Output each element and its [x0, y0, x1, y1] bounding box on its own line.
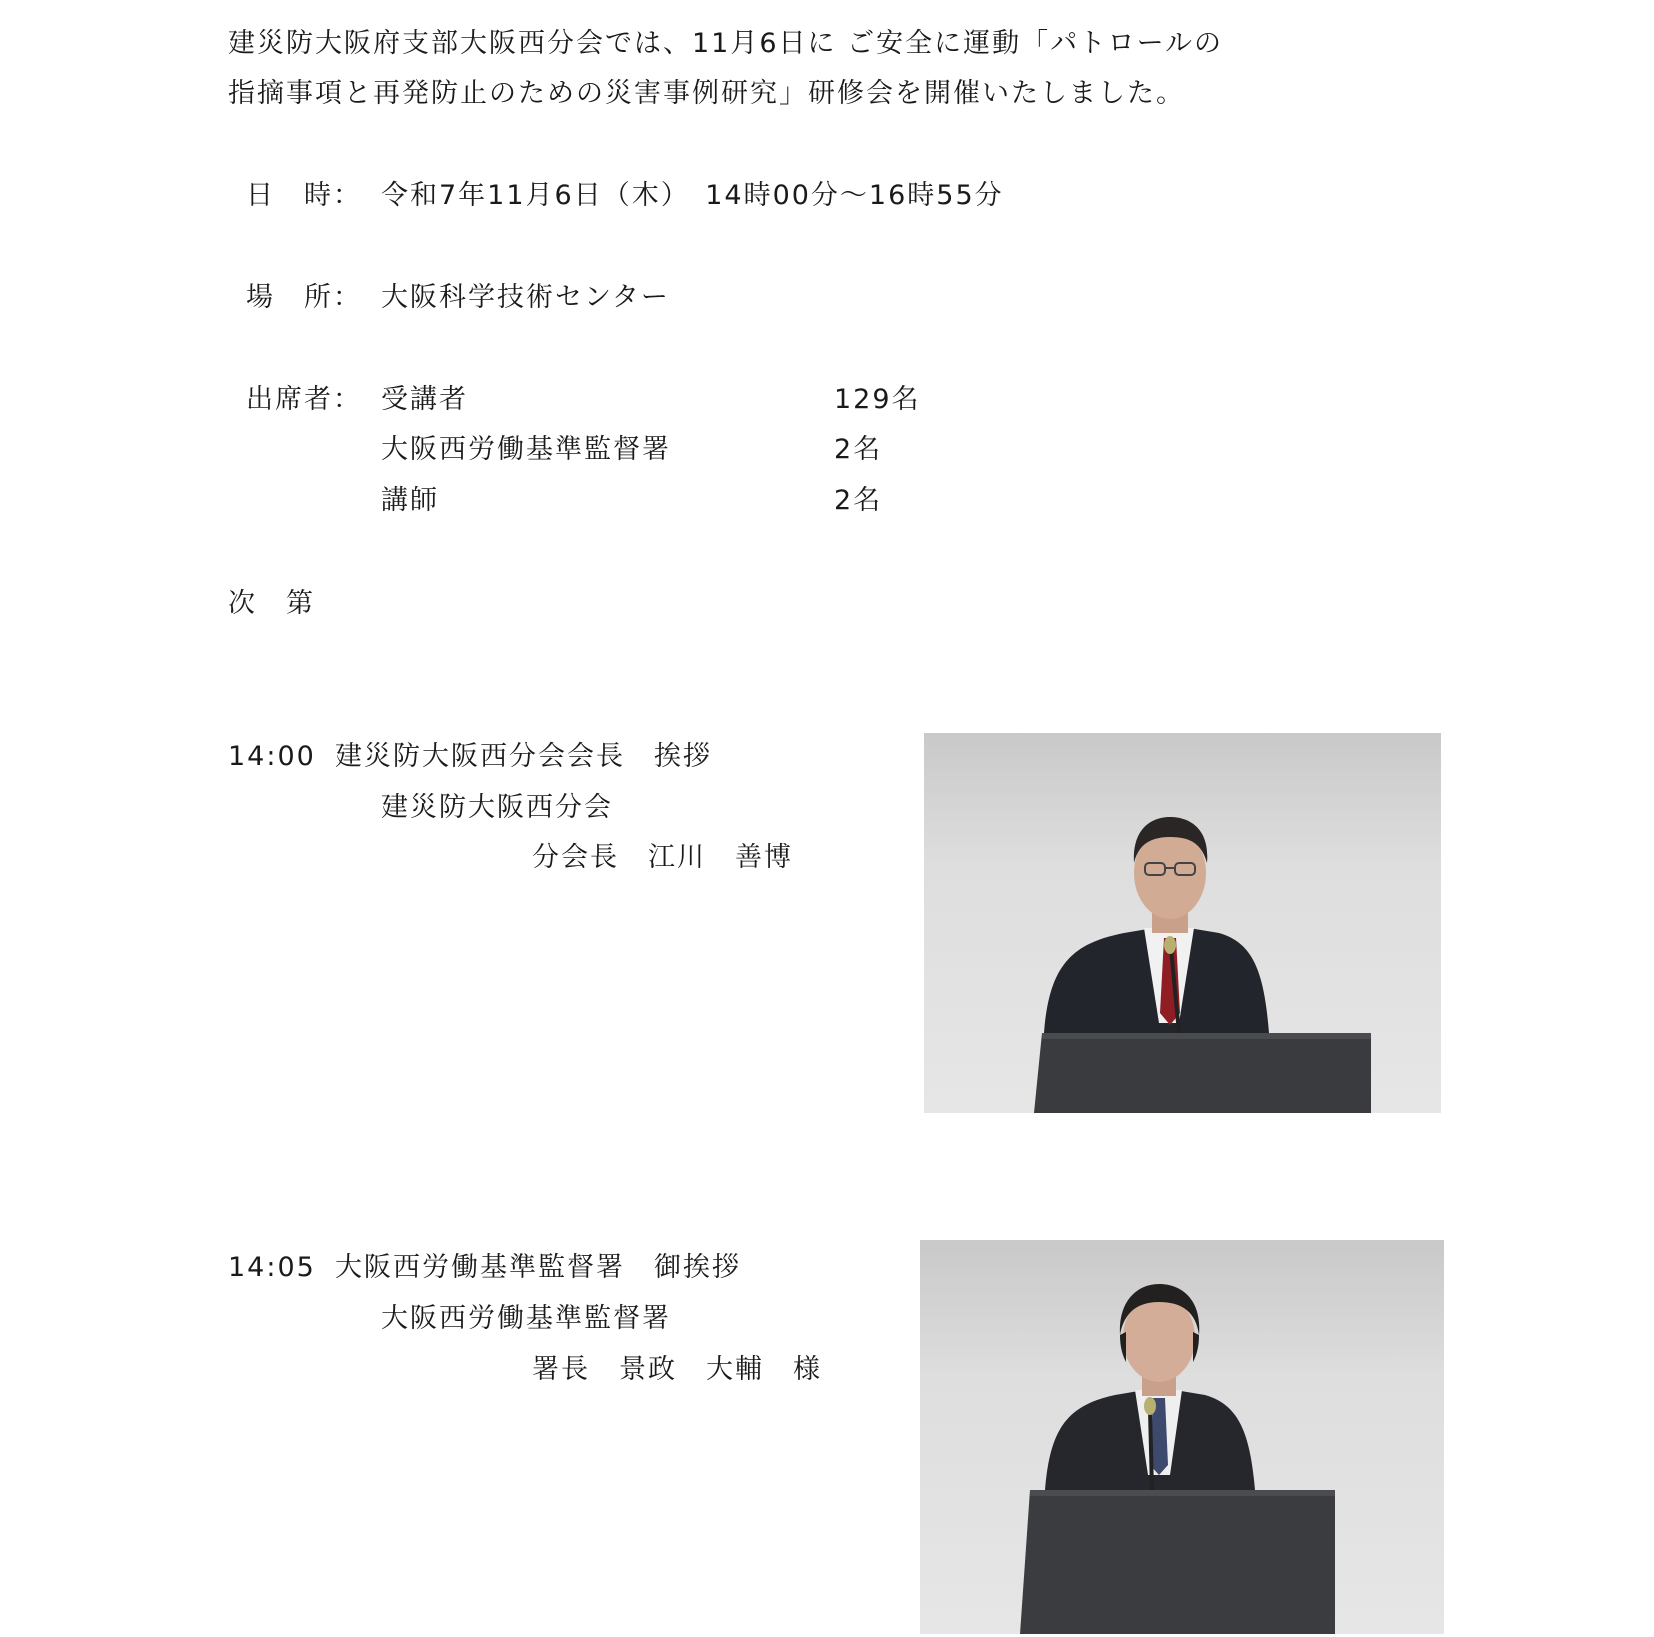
attendees-label: 出席者：: [246, 384, 362, 415]
attendee-count: 2名: [834, 434, 883, 465]
attendee-name: 講師: [381, 485, 439, 516]
item-person: 分会長 江川 善博: [532, 842, 793, 873]
datetime-value: 令和7年11月6日（木） 14時00分～16時55分: [381, 180, 1004, 211]
intro-line-1: 建災防大阪府支部大阪西分会では、11月6日に ご安全に運動「パトロールの: [228, 28, 1224, 59]
attendee-name: 受講者: [381, 384, 468, 415]
place-label: 場 所：: [246, 282, 362, 313]
item-org: 建災防大阪西分会: [381, 792, 613, 823]
photo-speaker-1: [924, 733, 1441, 1113]
item-time: 14:05: [228, 1252, 316, 1283]
intro-line-2: 指摘事項と再発防止のための災害事例研究」研修会を開催いたしました。: [228, 78, 1185, 109]
item-title: 大阪西労働基準監督署 御挨拶: [335, 1252, 741, 1283]
item-org: 大阪西労働基準監督署: [381, 1303, 671, 1334]
attendee-count: 2名: [834, 485, 883, 516]
item-time: 14:00: [228, 741, 316, 772]
item-title: 建災防大阪西分会会長 挨拶: [335, 741, 712, 772]
place-value: 大阪科学技術センター: [381, 282, 670, 313]
attendee-name: 大阪西労働基準監督署: [381, 434, 671, 465]
attendee-count: 129名: [834, 384, 921, 415]
photo-speaker-2: [920, 1240, 1444, 1634]
program-heading: 次 第: [228, 588, 315, 619]
item-person: 署長 景政 大輔 様: [532, 1354, 822, 1385]
datetime-label: 日 時：: [246, 180, 362, 211]
